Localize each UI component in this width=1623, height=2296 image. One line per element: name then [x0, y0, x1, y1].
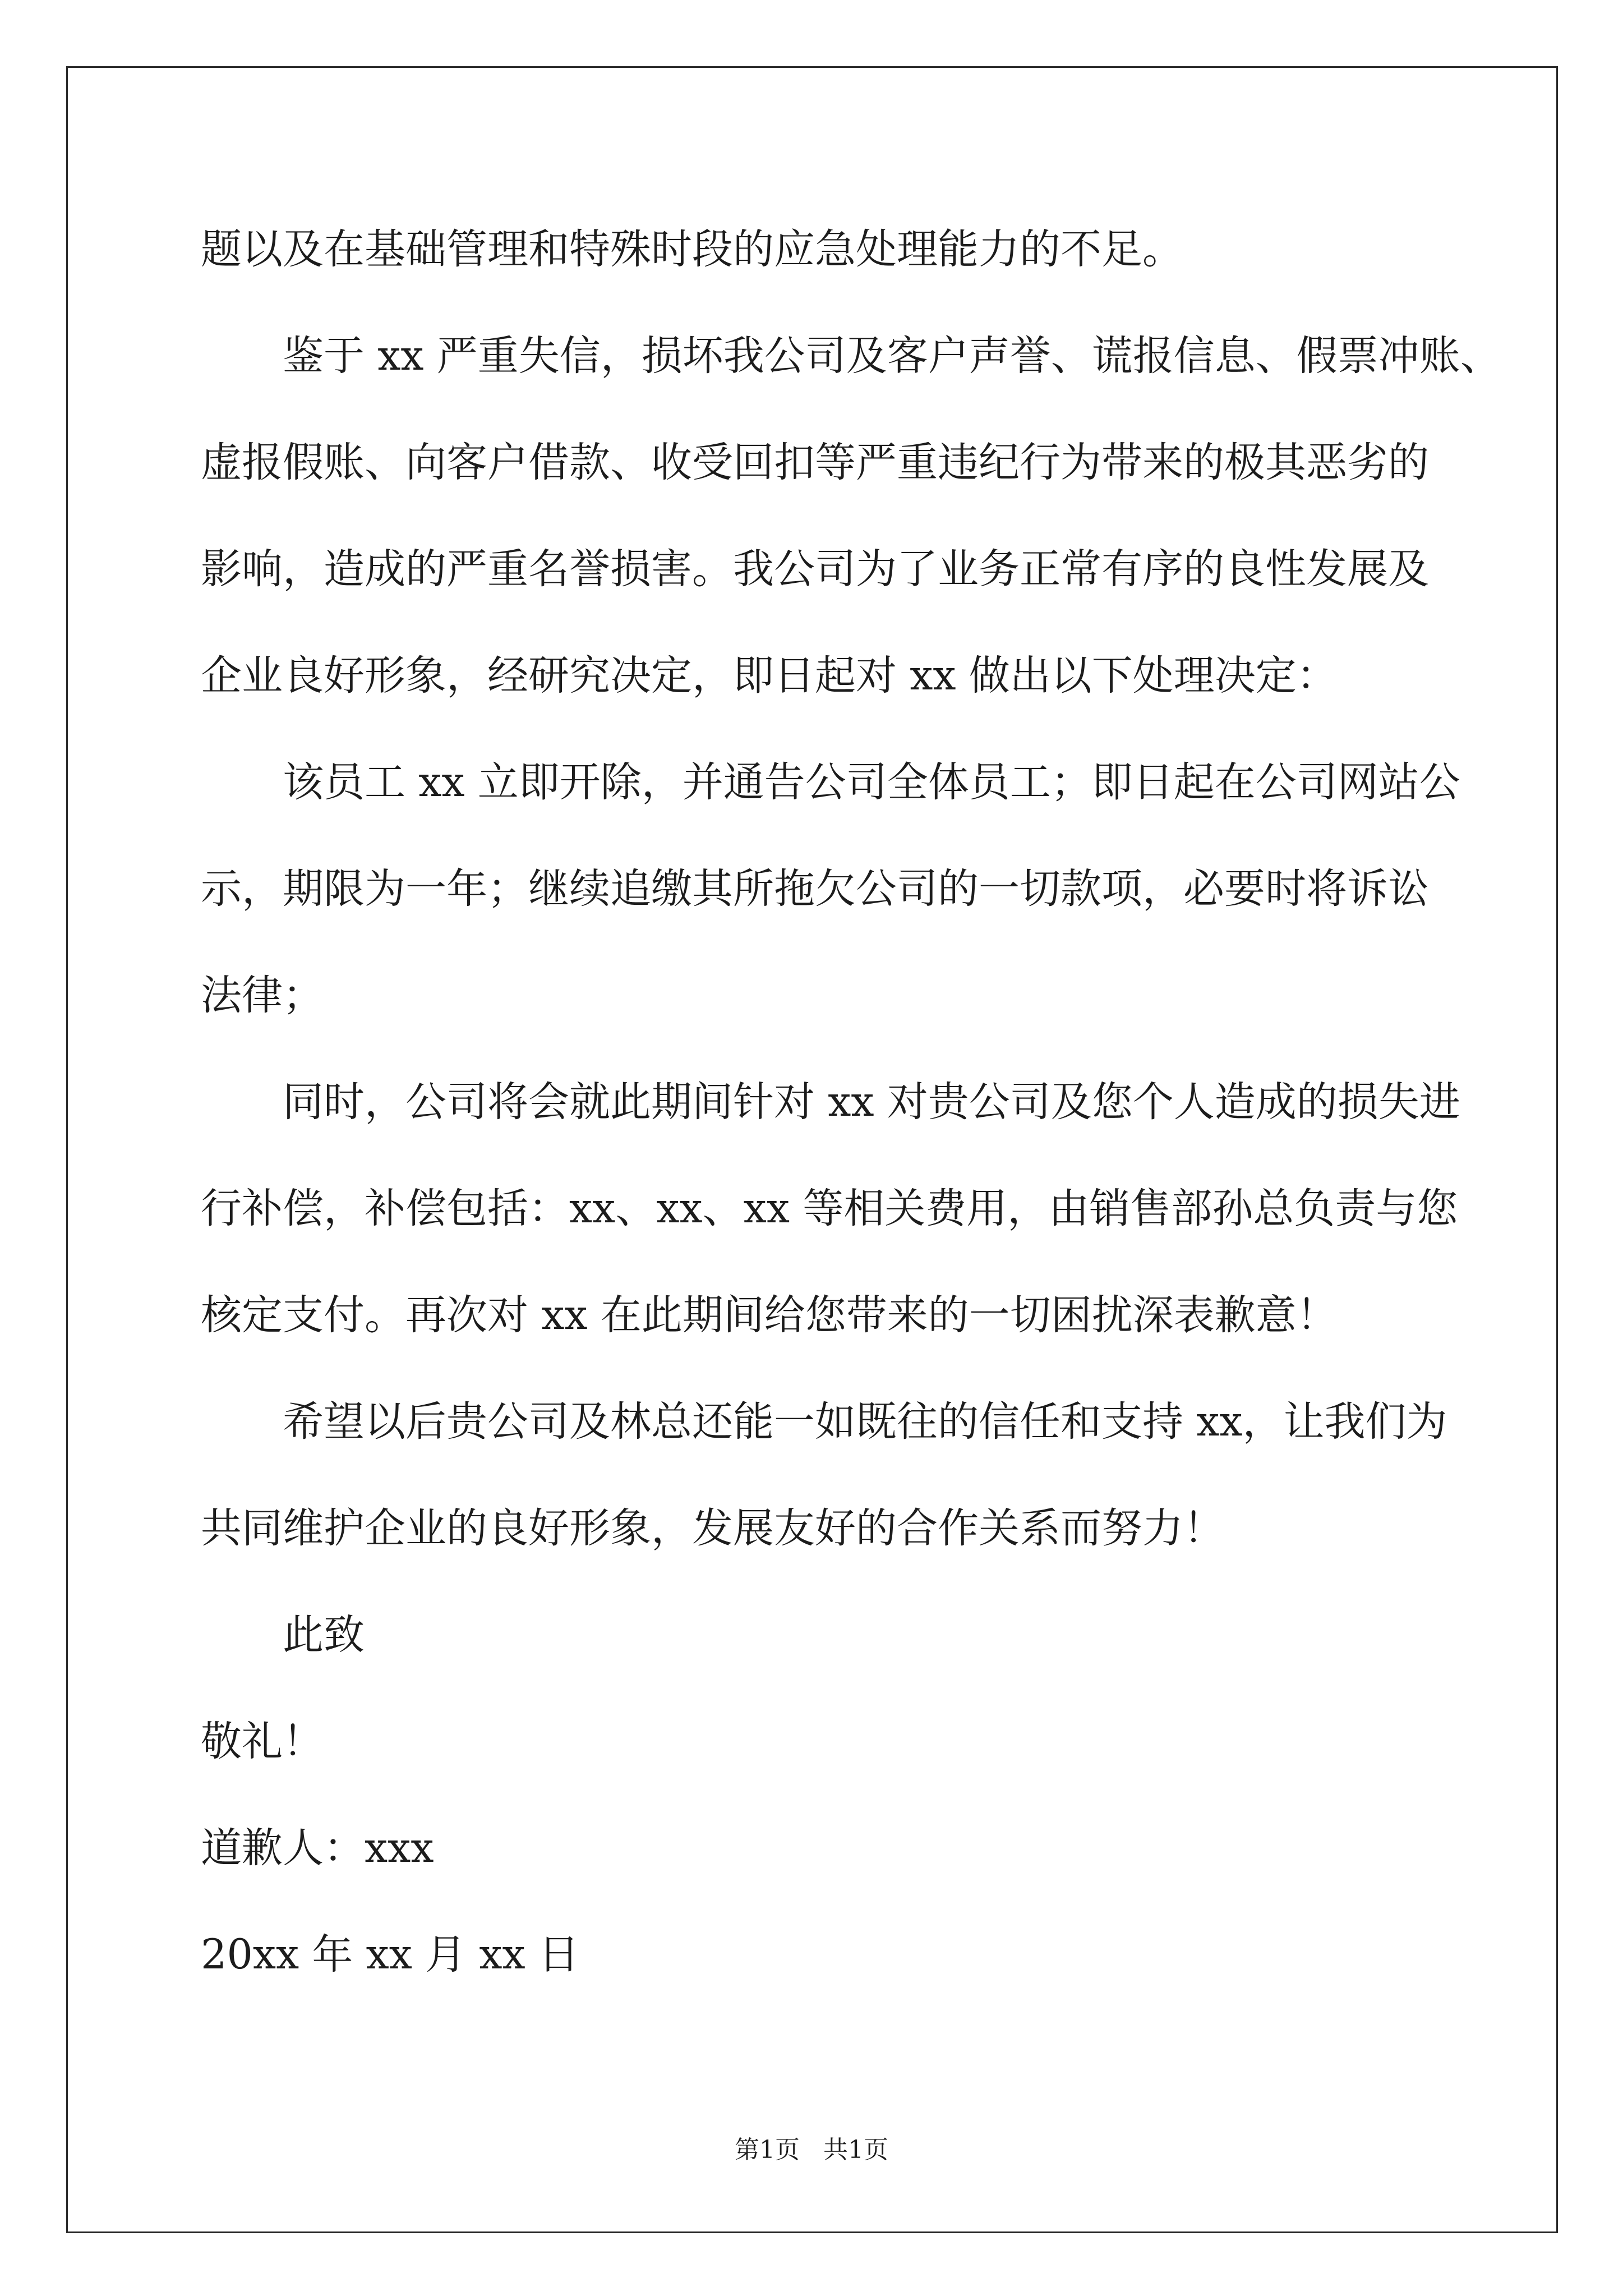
page-number-footer: 第1页 共1页 [735, 2136, 888, 2164]
paragraph-start-line: 该员工 xx 立即开除，并通告公司全体员工；即日起在公司网站公 [283, 758, 1460, 806]
body-line: 示，期限为一年；继续追缴其所拖欠公司的一切款项，必要时将诉讼 [201, 865, 1429, 913]
body-line: 法律； [201, 972, 324, 1019]
body-line: 企业良好形象，经研究决定，即日起对 xx 做出以下处理决定： [201, 652, 1338, 700]
paragraph-start-line: 鉴于 xx 严重失信，损坏我公司及客户声誉、谎报信息、假票冲账、 [283, 332, 1501, 380]
paragraph-start-line: 希望以后贵公司及林总还能一如既往的信任和支持 xx，让我们为 [283, 1398, 1447, 1446]
date-line: 20xx 年 xx 月 xx 日 [201, 1931, 579, 1978]
letter-body [201, 196, 1536, 2008]
body-line: 核定支付。再次对 xx 在此期间给您带来的一切困扰深表歉意！ [201, 1291, 1338, 1339]
body-line: 虚报假账、向客户借款、收受回扣等严重违纪行为带来的极其恶劣的 [201, 439, 1429, 486]
closing-salutation: 此致 [283, 1611, 365, 1659]
signature-line: 道歉人：xxx [201, 1824, 434, 1872]
paragraph-start-line: 同时，公司将会就此期间针对 xx 对贵公司及您个人造成的损失进 [283, 1078, 1460, 1126]
body-line: 题以及在基础管理和特殊时段的应急处理能力的不足。 [201, 226, 1183, 273]
body-line: 行补偿，补偿包括：xx、xx、xx 等相关费用，由销售部孙总负责与您 [201, 1185, 1458, 1232]
closing-regards: 敬礼！ [201, 1718, 324, 1765]
body-line: 影响，造成的严重名誉损害。我公司为了业务正常有序的良性发展及 [201, 545, 1429, 593]
body-line: 共同维护企业的良好形象，发展友好的合作关系而努力！ [201, 1504, 1224, 1552]
